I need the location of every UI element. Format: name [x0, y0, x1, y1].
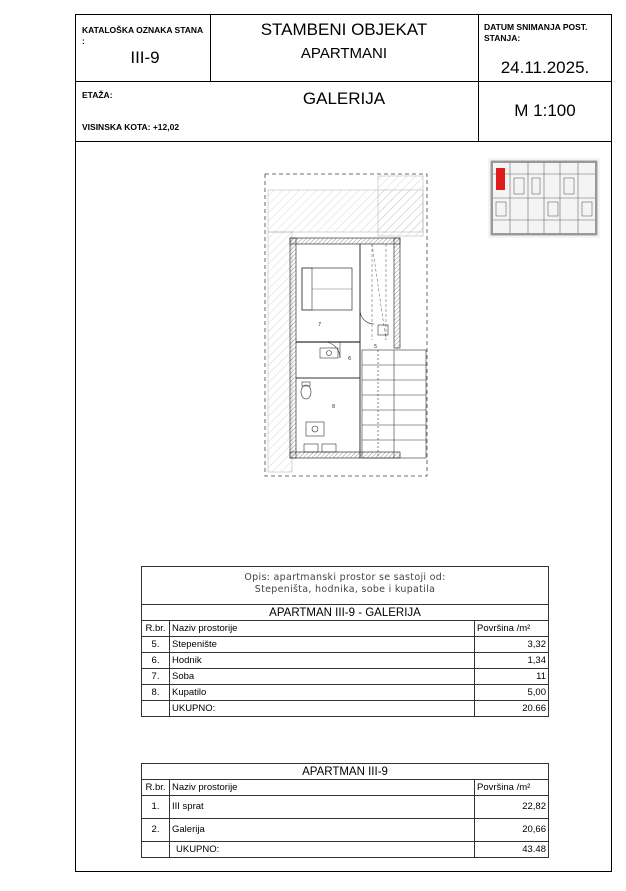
description-line-1: Opis: apartmanski prostor se sastoji od:	[244, 572, 446, 583]
table-header-row	[142, 780, 549, 796]
key-plan-thumbnail	[488, 158, 600, 238]
row-name: Stepenište	[170, 637, 475, 653]
col-name: Naziv prostorije	[170, 621, 475, 637]
table2-title: APARTMAN III-9	[142, 764, 549, 780]
row-name: Galerija	[170, 819, 475, 842]
col-rbr: R.br.	[142, 780, 170, 796]
table-total-row	[142, 701, 549, 717]
datum-label: DATUM SNIMANJA POST. STANJA:	[484, 22, 588, 43]
scale: M 1:100	[514, 101, 576, 120]
row-name: Kupatilo	[170, 685, 475, 701]
table-row	[142, 669, 549, 685]
table-row	[142, 637, 549, 653]
table-header-row	[142, 621, 549, 637]
col-area: Površina /m²	[475, 621, 549, 637]
col-name: Naziv prostorije	[170, 780, 475, 796]
row-num: 7.	[142, 669, 170, 685]
table-row	[142, 653, 549, 669]
room-number-stepeniste: 5	[374, 344, 378, 350]
total-value: 43.48	[475, 842, 549, 858]
datum-value: 24.11.2025.	[500, 58, 590, 77]
header-divider-2	[75, 141, 612, 142]
etaza-label: ETAŽA:	[82, 90, 113, 100]
room-number-hodnik: 6	[348, 356, 352, 362]
object-subtitle: APARTMANI	[300, 45, 388, 62]
total-empty	[142, 701, 170, 717]
total-value: 20.66	[475, 701, 549, 717]
row-area: 3,32	[475, 637, 549, 653]
visinska-kota: VISINSKA KOTA: +12,02	[82, 122, 180, 132]
row-area: 11	[475, 669, 549, 685]
header-divider-1	[75, 81, 612, 82]
room-number-kupatilo: 8	[332, 404, 336, 410]
row-num: 1.	[142, 796, 170, 819]
row-num: 2.	[142, 819, 170, 842]
table-row	[142, 819, 549, 842]
floor-plan	[260, 170, 436, 480]
col-rbr: R.br.	[142, 621, 170, 637]
apartment-summary-table	[141, 763, 549, 858]
highlighted-unit	[496, 168, 505, 190]
katalog-label: KATALOŠKA OZNAKA STANA :	[82, 25, 203, 46]
total-empty	[142, 842, 170, 858]
object-title: STAMBENI OBJEKAT	[260, 20, 428, 39]
total-label: UKUPNO:	[170, 842, 475, 858]
table-row	[142, 796, 549, 819]
table-row	[142, 685, 549, 701]
description-line-2: Stepeništa, hodnika, sobe i kupatila	[254, 584, 436, 595]
row-name: III sprat	[170, 796, 475, 819]
table1-title: APARTMAN III-9 - GALERIJA	[142, 605, 549, 621]
row-num: 8.	[142, 685, 170, 701]
row-num: 6.	[142, 653, 170, 669]
katalog-value: III-9	[130, 48, 160, 67]
row-num: 5.	[142, 637, 170, 653]
row-area: 1,34	[475, 653, 549, 669]
row-name: Hodnik	[170, 653, 475, 669]
galerija-rooms-table	[141, 604, 549, 717]
row-area: 22,82	[475, 796, 549, 819]
table-total-row	[142, 842, 549, 858]
row-name: Soba	[170, 669, 475, 685]
row-area: 5,00	[475, 685, 549, 701]
total-label: UKUPNO:	[170, 701, 475, 717]
col-area: Površina /m²	[475, 780, 549, 796]
row-area: 20,66	[475, 819, 549, 842]
room-number-soba: 7	[318, 322, 322, 328]
etaza-value: GALERIJA	[302, 89, 386, 108]
